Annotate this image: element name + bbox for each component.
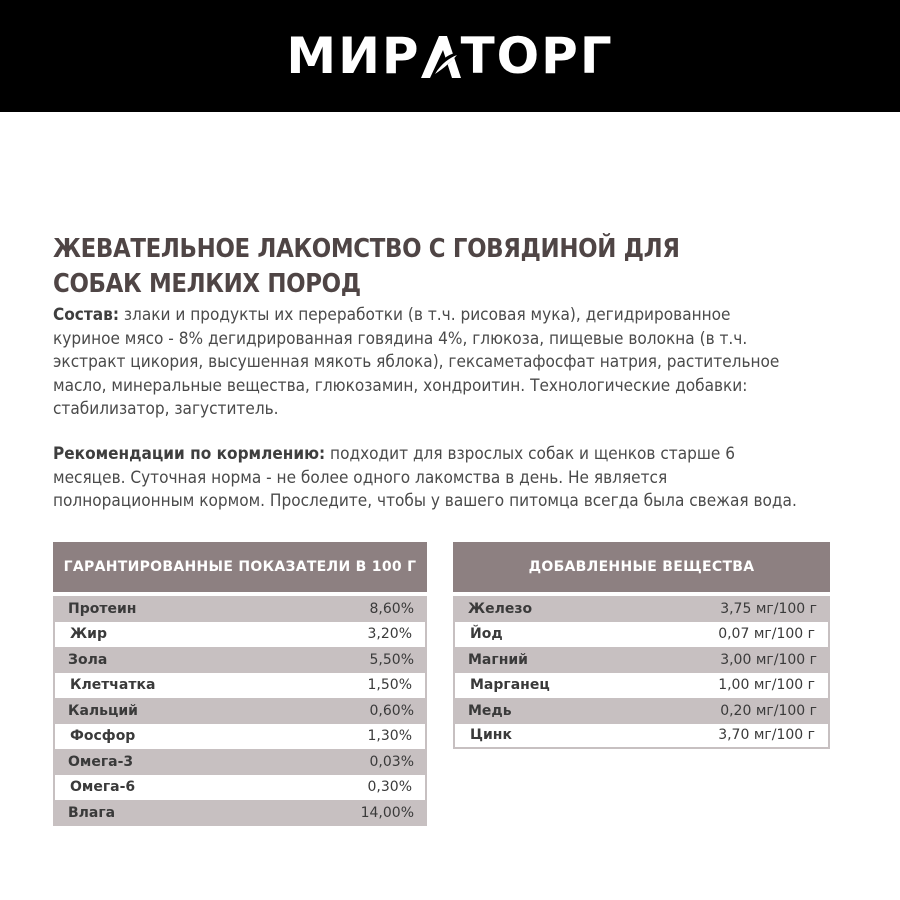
row-name: Железо <box>468 600 533 617</box>
table-row <box>53 647 427 673</box>
row-value: 0,20 мг/100 г <box>720 702 817 719</box>
row-value: 1,30% <box>367 728 412 745</box>
row-name: Кальций <box>68 702 138 719</box>
row-name: Влага <box>68 804 116 821</box>
guaranteed-rows <box>53 592 427 826</box>
row-value: 1,00 мг/100 г <box>718 677 815 694</box>
table-row <box>53 698 427 724</box>
brand-logo-left: МИР <box>286 27 421 85</box>
guaranteed-table-header: ГАРАНТИРОВАННЫЕ ПОКАЗАТЕЛИ В 100 Г <box>53 542 427 592</box>
table-row <box>53 775 427 801</box>
additives-table-header: ДОБАВЛЕННЫЕ ВЕЩЕСТВА <box>453 542 830 592</box>
row-name: Омега-3 <box>68 753 134 770</box>
row-value: 0,30% <box>367 779 412 796</box>
row-name: Цинк <box>470 727 512 744</box>
table-row <box>53 749 427 775</box>
row-value: 1,50% <box>367 677 412 694</box>
row-name: Йод <box>470 626 503 643</box>
row-name: Клетчатка <box>70 677 156 694</box>
row-value: 0,03% <box>369 753 414 770</box>
table-row <box>453 622 830 648</box>
row-value: 3,75 мг/100 г <box>720 600 817 617</box>
composition-paragraph <box>53 303 797 421</box>
table-row <box>453 698 830 724</box>
row-name: Жир <box>70 626 107 643</box>
table-row <box>53 596 427 622</box>
brand-logo-right: ТОРГ <box>460 27 614 85</box>
table-row <box>453 596 830 622</box>
guaranteed-table <box>53 542 427 826</box>
row-value: 5,50% <box>369 651 414 668</box>
additives-rows <box>453 592 830 749</box>
feeding-text: подходит для взрослых собак и щенков старше 6 месяцев. Суточная норма - не более одного лакомства в день. Не является полнорационным кормом. Проследите, чтобы у вашего питомца всегда была свежая вода. <box>53 444 797 510</box>
table-row <box>453 724 830 750</box>
table-row <box>53 800 427 826</box>
row-value: 3,20% <box>367 626 412 643</box>
row-value: 0,07 мг/100 г <box>718 626 815 643</box>
row-value: 0,60% <box>369 702 414 719</box>
table-row <box>453 647 830 673</box>
additives-table <box>453 542 830 749</box>
table-row <box>53 622 427 648</box>
row-value: 14,00% <box>360 804 414 821</box>
brand-logo <box>286 27 614 85</box>
table-row <box>53 724 427 750</box>
composition-label: Состав: <box>53 305 120 324</box>
table-row <box>453 673 830 699</box>
row-name: Марганец <box>470 677 550 694</box>
row-name: Омега-6 <box>70 779 136 796</box>
row-value: 3,70 мг/100 г <box>718 727 815 744</box>
row-name: Медь <box>468 702 512 719</box>
table-row <box>53 673 427 699</box>
row-name: Протеин <box>68 600 137 617</box>
row-name: Зола <box>68 651 108 668</box>
row-value: 3,00 мг/100 г <box>720 651 817 668</box>
row-name: Фосфор <box>70 728 136 745</box>
brand-header <box>0 0 900 112</box>
leaf-a-icon <box>419 32 463 80</box>
product-title: ЖЕВАТЕЛЬНОЕ ЛАКОМСТВО С ГОВЯДИНОЙ ДЛЯ СОБАК МЕЛКИХ ПОРОД <box>53 234 680 299</box>
feeding-label: Рекомендации по кормлению: <box>53 444 326 463</box>
feeding-paragraph <box>53 442 797 513</box>
row-value: 8,60% <box>369 600 414 617</box>
composition-text: злаки и продукты их переработки (в т.ч. рисовая мука), дегидрированное куриное мясо - 8% дегидрированная говядина 4%, глюкоза, пищевые волокна (в т.ч. экстракт цикория, высушенная мякоть яблока), гексаметафосфат натрия, растительное масло, минеральные вещества, глюкозамин, хондроитин. Технологические добавки: стабилизатор, загуститель. <box>53 305 780 418</box>
row-name: Магний <box>468 651 528 668</box>
